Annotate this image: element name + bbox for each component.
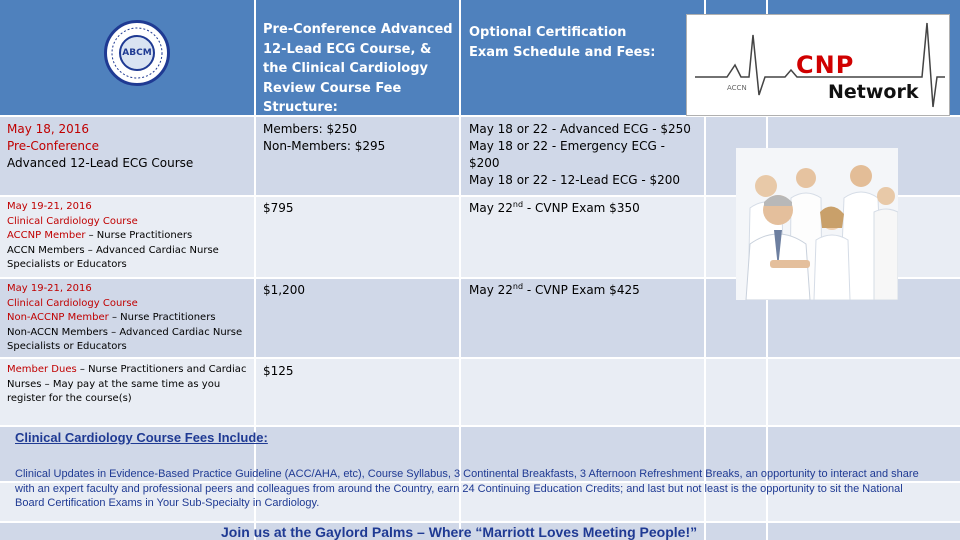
row1-cert-line: May 18 or 22 - 12-Lead ECG - $200 (469, 173, 681, 187)
row4-line2: Nurses – May pay at the same time as you (7, 378, 221, 390)
row4-line1-desc: – Nurse Practitioners and Cardiac (76, 364, 247, 375)
row-divider (0, 357, 960, 359)
row3-date: May 19-21, 2016 (7, 283, 92, 294)
row3-title: Clinical Cardiology Course (7, 297, 138, 309)
row2-line3 (7, 229, 247, 244)
row3-event (7, 282, 252, 355)
column-divider (459, 0, 461, 540)
row2-cert (469, 200, 699, 217)
row3-fee: $1,200 (263, 283, 305, 297)
row3-line3 (7, 311, 252, 326)
footer-tagline: Join us at the Gaylord Palms – Where “Marriott Loves Meeting People!” (221, 524, 698, 540)
header-certification: Optional Certification Exam Schedule and Fees: (469, 25, 656, 60)
row3-member-desc: – Nurse Practitioners (108, 312, 216, 324)
row1-fee-nonmembers: Non-Members: $295 (263, 139, 386, 153)
row1-fee-members: Members: $250 (263, 122, 358, 136)
medical-team-photo (736, 148, 898, 300)
row1-title: Pre-Conference (7, 139, 99, 153)
fees-include-body: Clinical Updates in Evidence-Based Practice Guideline (ACC/AHA, etc), Course Syllabus, 3 Continental Breakfasts, 3 Afternoon Refreshment Breaks, an opportunity to interact and share with an expert faculty and professional peers and colleagues from around the Country, earn 24 Continuing Education Credits; and last but not least is the opportunity to sit the National Board Certification Exams in Your Sub-Specialty in Cardiology. (15, 468, 919, 510)
row1-cert (469, 121, 699, 189)
row3-member-type: Non-ACCNP Member (7, 312, 109, 324)
row2-member-desc: – Nurse Practitioners (85, 230, 193, 242)
row1-event (7, 121, 247, 172)
row2-line4: ACCN Members – Advanced Cardiac Nurse (7, 244, 219, 256)
row1-date: May 18, 2016 (7, 122, 90, 136)
row-divider (0, 521, 960, 523)
row4-member-dues: Member Dues (7, 364, 77, 375)
row1-desc: Advanced 12-Lead ECG Course (7, 156, 194, 170)
row1-cert-line: May 18 or 22 - Emergency ECG - $200 (469, 139, 665, 170)
row3-line4: Non-ACCN Members – Advanced Cardiac Nurse (7, 326, 243, 338)
row2-event (7, 200, 247, 273)
row1-cert-line: May 18 or 22 - Advanced ECG - $250 (469, 122, 691, 136)
row4-event (7, 363, 252, 407)
row1-fee (263, 121, 453, 155)
row2-cert-desc: - CVNP Exam $350 (523, 201, 640, 215)
row2-cert-suffix: nd (512, 200, 524, 209)
seal-center (119, 35, 155, 71)
accn-label: ACCN (727, 84, 747, 92)
row2-title: Clinical Cardiology Course (7, 215, 138, 227)
row2-member-type: ACCNP Member (7, 230, 86, 242)
abcm-logo-text: ABCM (122, 48, 152, 58)
row2-cert-date: May 22 (469, 201, 513, 215)
row3-cert (469, 282, 699, 299)
row2-line5: Specialists or Educators (7, 259, 127, 271)
abcm-seal-logo (104, 20, 170, 86)
row3-cert-date: May 22 (469, 283, 513, 297)
row3-cert-suffix: nd (512, 282, 524, 291)
fees-include-title: Clinical Cardiology Course Fees Include: (15, 430, 268, 445)
header-course-fee: Pre-Conference Advanced 12-Lead ECG Course, & the Clinical Cardiology Review Course Fee Structure: (263, 22, 453, 115)
row4-line1 (7, 363, 252, 378)
cnp-network-logo (686, 14, 950, 116)
cnp-wordmark: CNP (796, 51, 855, 79)
network-wordmark: Network (828, 81, 919, 103)
row-divider (0, 425, 960, 427)
row2-fee: $795 (263, 201, 294, 215)
row3-cert-desc: - CVNP Exam $425 (523, 283, 640, 297)
row3-line5: Specialists or Educators (7, 341, 127, 353)
medical-team-icon (736, 148, 898, 300)
row4-fee: $125 (263, 364, 294, 378)
row4-line3: register for the course(s) (7, 393, 132, 405)
row2-date: May 19-21, 2016 (7, 201, 92, 212)
column-divider (254, 0, 256, 540)
